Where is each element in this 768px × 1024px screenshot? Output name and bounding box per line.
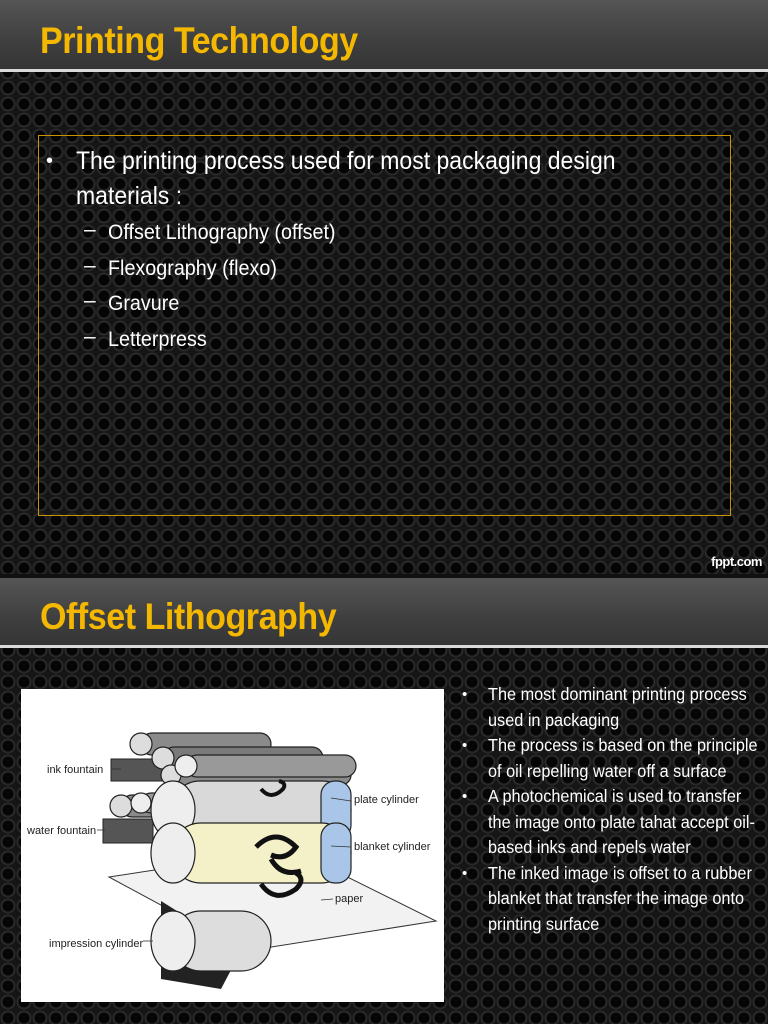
label-water-fountain: water fountain [27, 825, 97, 837]
dash-icon: – [84, 218, 96, 241]
dash-icon: – [84, 289, 96, 312]
list-item [462, 733, 762, 784]
label-ink-fountain: ink fountain [47, 764, 104, 776]
sub-bullet-list [84, 216, 350, 358]
label-impression-cylinder: impression cylinder [49, 938, 144, 950]
label-paper: paper [335, 893, 364, 905]
bullet-dot-icon: • [462, 737, 468, 754]
bullet-dot-icon: • [462, 864, 468, 882]
fppt-logo: fppt.com [711, 554, 762, 569]
slide-title: Printing Technology [40, 20, 358, 61]
list-item [84, 323, 350, 359]
list-item [84, 252, 350, 288]
bullet-text: The process is based on the principle of oil repelling water off a surface [488, 735, 758, 781]
sub-item-label: Letterpress [108, 327, 207, 351]
bullet-text: A photochemical is used to transfer the image onto plate tahat accept oil-based inks and repels water [488, 786, 755, 857]
main-bullet [46, 144, 666, 214]
bullet-text: The inked image is offset to a rubber blanket that transfer the image onto printing surface [488, 862, 752, 934]
sub-item-label: Flexography (flexo) [108, 256, 277, 280]
offset-bullet-list [462, 682, 762, 937]
bullet-dot-icon: • [462, 686, 468, 703]
list-item [462, 861, 762, 938]
list-item [462, 784, 762, 861]
list-item [84, 216, 350, 252]
dash-icon: – [84, 253, 96, 277]
offset-press-diagram [21, 689, 444, 1002]
title-bar [0, 578, 768, 648]
bullet-text: The most dominant printing process used in packaging [488, 684, 747, 730]
list-item [462, 682, 762, 733]
slide-title: Offset Lithography [40, 596, 337, 637]
bullet-dot-icon: • [46, 150, 54, 172]
sub-item-label: Offset Lithography (offset) [108, 221, 336, 244]
label-plate-cylinder: plate cylinder [354, 794, 419, 806]
list-item [84, 287, 350, 323]
main-bullet-text: The printing process used for most packaging design materials : [76, 147, 616, 210]
sub-item-label: Gravure [108, 292, 180, 315]
label-blanket-cylinder: blanket cylinder [354, 841, 431, 853]
bullet-dot-icon: • [462, 788, 468, 805]
title-bar [0, 0, 768, 72]
dash-icon: – [84, 324, 96, 348]
